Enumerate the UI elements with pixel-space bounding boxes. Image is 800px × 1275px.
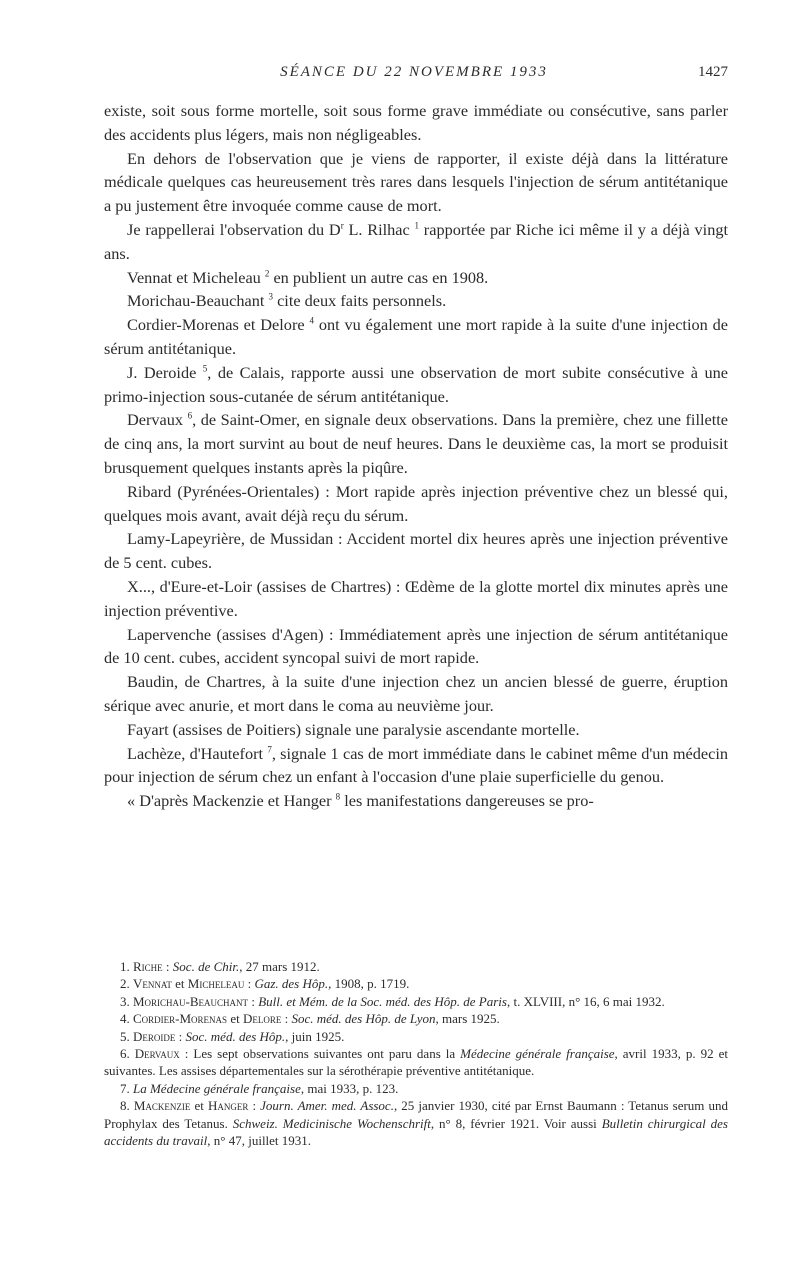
author-name: Morichau-Beauchant bbox=[133, 993, 249, 1009]
author-name: Dervaux bbox=[134, 1046, 180, 1062]
paragraph bbox=[104, 670, 728, 718]
text-run: , signale 1 cas de mort immédiate dans le cabinet même d'un médecin pour injection de sérum chez un enfant à l'occasion d'une plaie superficielle du genou. bbox=[104, 743, 728, 787]
author-name: Cordier-Morenas bbox=[133, 1011, 228, 1027]
text-run: « D'après Mackenzie et Hanger bbox=[127, 791, 336, 811]
text-run: , 27 mars 1912. bbox=[239, 959, 320, 974]
text-run: , 1908, p. 1719. bbox=[328, 976, 410, 992]
text-run: J. Deroide bbox=[127, 362, 203, 382]
text-run: 3. bbox=[120, 993, 133, 1009]
footnote bbox=[104, 1010, 728, 1027]
text-run: Ribard (Pyrénées-Orientales) : Mort rapide après injection préventive chez un blessé qui, quelques mois avant, avait déjà reçu du sérum. bbox=[104, 481, 728, 525]
citation-title: Soc. de Chir. bbox=[172, 959, 240, 974]
paragraph bbox=[104, 480, 728, 528]
paragraph bbox=[104, 289, 728, 313]
citation-title: La Médecine générale française bbox=[133, 1080, 301, 1096]
text-run: 2. bbox=[120, 976, 133, 992]
note-ref: 7 bbox=[267, 744, 272, 755]
text-run: , n° 47, juillet 1931. bbox=[207, 1133, 312, 1149]
citation-title: Bulletin chirurgical des accidents du travail bbox=[104, 1115, 728, 1149]
text-run: 4. bbox=[120, 1011, 133, 1027]
paragraph bbox=[104, 313, 728, 361]
page-number: 1427 bbox=[698, 64, 728, 80]
text-run: existe, soit sous forme mortelle, soit sous forme grave immédiate ou consécutive, sans parler des accidents plus légers, mais non négligeables. bbox=[104, 101, 728, 144]
paragraph bbox=[104, 527, 728, 575]
footnote bbox=[104, 975, 728, 992]
text-run: 6. bbox=[120, 1046, 135, 1062]
text-run: Fayart (assises de Poitiers) signale une paralysie ascendante mortelle. bbox=[127, 719, 580, 739]
text-run: 5. bbox=[120, 1028, 133, 1044]
text-run: Baudin, de Chartres, à la suite d'une injection chez un ancien blessé de guerre, éruption sérique avec anurie, et mort dans le coma au neuvième jour. bbox=[104, 672, 728, 715]
text-run: en publient un autre cas en 1908. bbox=[269, 267, 489, 287]
author-name: Mackenzie bbox=[133, 1098, 191, 1114]
main-text bbox=[104, 99, 728, 813]
text-run: : bbox=[248, 993, 259, 1009]
footnote bbox=[104, 1028, 728, 1045]
note-ref: r bbox=[340, 220, 344, 231]
paragraph bbox=[104, 718, 728, 742]
note-ref: 6 bbox=[187, 410, 193, 421]
footnotes bbox=[104, 958, 728, 1149]
text-run: Dervaux bbox=[127, 410, 188, 430]
text-run: , n° 8, février 1921. Voir aussi bbox=[430, 1115, 602, 1131]
text-run: , de Calais, rapporte aussi une observation de mort subite consécutive à une primo-injection sous-cutanée de sérum antitétanique. bbox=[104, 362, 729, 406]
text-run: : bbox=[175, 1028, 186, 1044]
footnote bbox=[104, 1080, 728, 1097]
paragraph bbox=[104, 218, 728, 266]
text-run: , 25 janvier 1930, cité par Ernst Baumann : Tetanus serum und Prophylax des Tetanus. bbox=[104, 1098, 728, 1131]
paragraph bbox=[104, 575, 728, 623]
footnote bbox=[104, 958, 728, 975]
running-title: SÉANCE DU 22 NOVEMBRE 1933 bbox=[280, 64, 548, 80]
text-run: X..., d'Eure-et-Loir (assises de Chartres) : Œdème de la glotte mortel dix minutes après une injection préventive. bbox=[104, 576, 728, 620]
note-ref: 2 bbox=[264, 268, 270, 279]
text-run: Lamy-Lapeyrière, de Mussidan : Accident mortel dix heures après une injection préventive de 5 cent. cubes. bbox=[104, 529, 728, 573]
text-run: 8. bbox=[120, 1098, 134, 1114]
text-run: Lachèze, d'Hautefort bbox=[127, 743, 268, 763]
text-run: L. Rilhac bbox=[343, 219, 415, 239]
note-ref: 5 bbox=[202, 363, 208, 374]
text-run: , de Saint-Omer, en signale deux observations. Dans la première, chez une fillette de cinq ans, la mort survint au bout de neuf heures. Dans le deuxième cas, la mort se produisit brusquement quelques instants après la piqûre. bbox=[104, 410, 728, 477]
text-run: cite deux faits personnels. bbox=[273, 291, 447, 311]
note-ref: 3 bbox=[268, 291, 273, 302]
text-run: et bbox=[227, 1011, 243, 1027]
author-name: Deroide bbox=[133, 1028, 176, 1044]
text-run: , t. XLVIII, n° 16, 6 mai 1932. bbox=[506, 993, 665, 1009]
note-ref: 1 bbox=[414, 220, 420, 231]
paragraph bbox=[104, 147, 728, 218]
text-run: Morichau-Beauchant bbox=[127, 291, 269, 311]
text-run: : bbox=[244, 976, 255, 992]
note-ref: 4 bbox=[309, 315, 314, 326]
text-run: : Les sept observations suivantes ont paru dans la bbox=[179, 1046, 461, 1062]
author-name: Riche bbox=[133, 959, 163, 974]
note-ref: 8 bbox=[335, 791, 341, 802]
citation-title: Soc. méd. des Hôp. de Lyon bbox=[291, 1011, 436, 1027]
text-run: ont vu également une mort rapide à la suite d'une injection de sérum antitétanique. bbox=[104, 315, 728, 358]
author-name: Hanger bbox=[207, 1098, 249, 1114]
text-run: 7. bbox=[120, 1080, 133, 1096]
text-run: et bbox=[190, 1098, 208, 1114]
paragraph bbox=[104, 623, 728, 671]
text-run: : bbox=[248, 1098, 261, 1114]
citation-title: Soc. méd. des Hôp. bbox=[185, 1028, 286, 1044]
text-run: Cordier-Morenas et Delore bbox=[127, 315, 310, 335]
text-run: : bbox=[162, 959, 173, 974]
paragraph bbox=[104, 789, 728, 813]
author-name: Micheleau bbox=[187, 976, 245, 992]
footnote bbox=[104, 1045, 728, 1080]
citation-title: Schweiz. Medicinische Wochenschrift bbox=[232, 1115, 431, 1131]
citation-title: Gaz. des Hôp. bbox=[254, 976, 329, 992]
running-header bbox=[104, 64, 728, 86]
author-name: Vennat bbox=[133, 976, 172, 992]
text-run: , avril 1933, p. 92 et suivantes. Les assises départementales sur la sérothérapie préventive antitétanique. bbox=[104, 1046, 728, 1079]
footnote bbox=[104, 993, 728, 1010]
text-run: , juin 1925. bbox=[285, 1028, 345, 1044]
text-run: En dehors de l'observation que je viens de rapporter, il existe déjà dans la littérature médicale quelques cas heureusement très rares dans lesquels l'injection de sérum antitétanique a pu justement être invoquée comme cause de mort. bbox=[104, 148, 728, 216]
text-run: 1. bbox=[120, 959, 133, 974]
text-run: et bbox=[171, 976, 188, 992]
text-run: les manifestations dangereuses se pro- bbox=[340, 791, 594, 811]
paragraph bbox=[104, 361, 728, 409]
paragraph bbox=[104, 99, 728, 147]
author-name: Delore bbox=[242, 1011, 282, 1027]
citation-title: Bull. et Mém. de la Soc. méd. des Hôp. de Paris bbox=[258, 993, 507, 1009]
text-run: Lapervenche (assises d'Agen) : Immédiatement après une injection de sérum antitétanique de 10 cent. cubes, accident syncopal suivi de mort rapide. bbox=[104, 624, 728, 668]
text-run: , mars 1925. bbox=[435, 1011, 500, 1027]
text-run: rapportée par Riche ici même il y a déjà vingt ans. bbox=[104, 219, 728, 263]
paragraph bbox=[104, 266, 728, 290]
text-run: : bbox=[281, 1011, 292, 1027]
footnote bbox=[104, 1097, 728, 1149]
text-run: Vennat et Micheleau bbox=[127, 267, 265, 287]
paragraph bbox=[104, 408, 728, 479]
paragraph bbox=[104, 742, 728, 790]
text-run: Je rappellerai l'observation du D bbox=[127, 219, 341, 239]
text-run: , mai 1933, p. 123. bbox=[300, 1080, 399, 1096]
citation-title: Journ. Amer. med. Assoc. bbox=[260, 1098, 394, 1114]
citation-title: Médecine générale française bbox=[460, 1046, 615, 1062]
